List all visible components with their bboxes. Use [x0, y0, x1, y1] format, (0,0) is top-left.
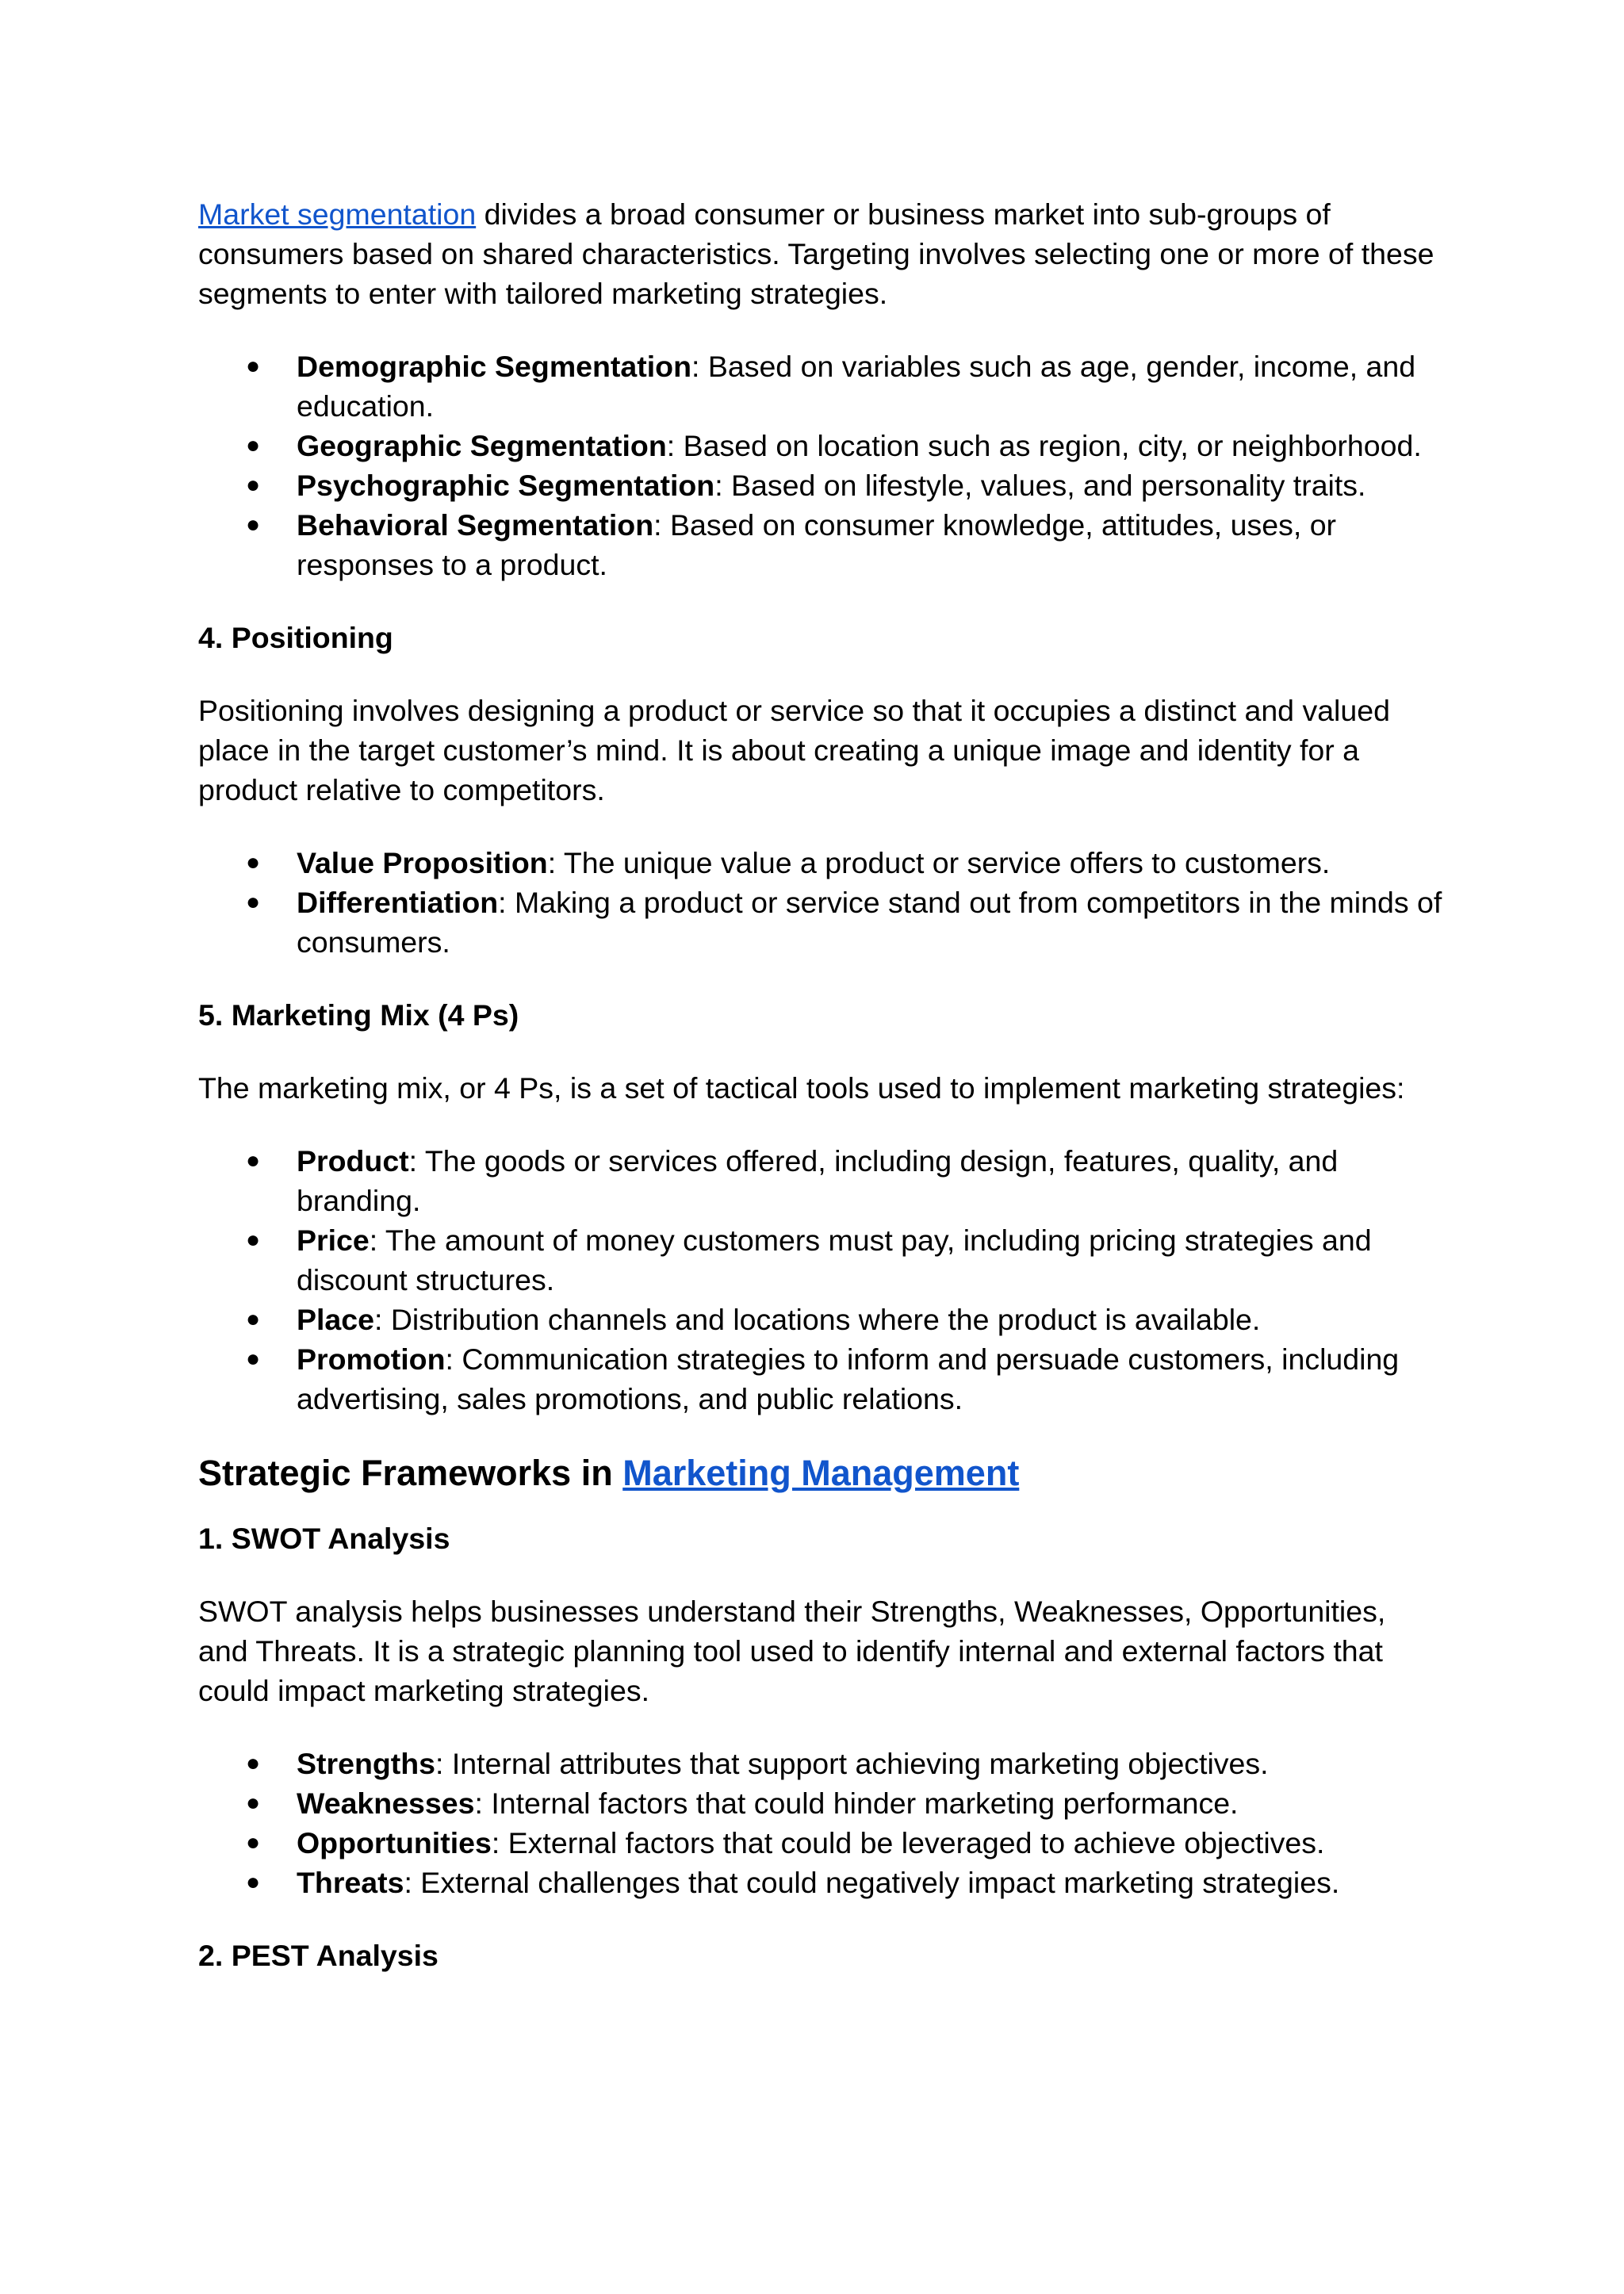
bullet-desc: : The amount of money customers must pay, including pricing strategies and discount structures.: [297, 1224, 1372, 1296]
bullet-desc: : Distribution channels and locations where the product is available.: [374, 1303, 1261, 1336]
bullet-term: Strengths: [297, 1747, 436, 1780]
bullet-icon: ●: [246, 1306, 261, 1332]
bullet-icon: ●: [246, 511, 261, 538]
list-item: [198, 1863, 1443, 1902]
bullet-icon: ●: [246, 1147, 261, 1174]
list-item: [198, 1783, 1443, 1823]
bullet-desc: : Based on location such as region, city, or neighborhood.: [666, 429, 1422, 462]
bullet-desc: : The unique value a product or service offers to customers.: [547, 846, 1331, 879]
frameworks-heading: [198, 1452, 1443, 1495]
bullet-term: Product: [297, 1144, 409, 1178]
list-item: [198, 843, 1443, 883]
swot-heading: 1. SWOT Analysis: [198, 1522, 450, 1555]
frameworks-heading-text: Strategic Frameworks in: [198, 1453, 623, 1493]
bullet-desc: : Making a product or service stand out from competitors in the minds of consumers.: [297, 886, 1442, 959]
swot-list: [198, 1744, 1443, 1902]
bullet-desc: : Based on variables such as age, gender, income, and education.: [297, 350, 1416, 423]
bullet-desc: : Based on consumer knowledge, attitudes, uses, or responses to a product.: [297, 508, 1337, 581]
bullet-icon: ●: [246, 1869, 261, 1895]
bullet-term: Opportunities: [297, 1826, 492, 1859]
bullet-term: Differentiation: [297, 886, 499, 919]
bullet-term: Promotion: [297, 1342, 446, 1376]
bullet-desc: : The goods or services offered, including design, features, quality, and branding.: [297, 1144, 1339, 1217]
bullet-desc: : External factors that could be leveraged to achieve objectives.: [491, 1826, 1325, 1859]
list-item: [198, 1744, 1443, 1783]
segmentation-list: [198, 347, 1443, 584]
list-item: [198, 347, 1443, 426]
bullet-icon: ●: [246, 1346, 261, 1372]
list-item: [198, 1300, 1443, 1339]
bullet-term: Behavioral Segmentation: [297, 508, 654, 542]
bullet-desc: : Communication strategies to inform and persuade customers, including advertising, sales promotions, and public relations.: [297, 1342, 1400, 1415]
bullet-icon: ●: [246, 1790, 261, 1816]
list-item: [198, 1339, 1443, 1419]
list-item: [198, 505, 1443, 584]
swot-paragraph: SWOT analysis helps businesses understand their Strengths, Weaknesses, Opportunities, and Threats. It is a strategic planning tool used to identify internal and external factors that could impact marketing strategies.: [198, 1595, 1386, 1707]
list-item: [198, 426, 1443, 465]
bullet-icon: ●: [246, 1750, 261, 1776]
intro-text: divides a broad consumer or business market into sub-groups of consumers based on shared characteristics. Targeting involves selecting one or more of these segments to enter with tailored marketing strategies.: [198, 197, 1434, 310]
list-item: [198, 465, 1443, 505]
positioning-heading: 4. Positioning: [198, 621, 393, 654]
bullet-term: Geographic Segmentation: [297, 429, 667, 462]
list-item: [198, 883, 1443, 962]
marketing-mix-heading: 5. Marketing Mix (4 Ps): [198, 998, 519, 1032]
bullet-term: Threats: [297, 1866, 404, 1899]
marketing-mix-paragraph: The marketing mix, or 4 Ps, is a set of tactical tools used to implement marketing strategies:: [198, 1071, 1405, 1105]
marketing-management-link[interactable]: Marketing Management: [622, 1453, 1020, 1493]
list-item: [198, 1141, 1443, 1220]
bullet-desc: : Based on lifestyle, values, and personality traits.: [714, 469, 1366, 502]
list-item: [198, 1220, 1443, 1300]
bullet-icon: ●: [246, 1227, 261, 1253]
bullet-desc: : External challenges that could negatively impact marketing strategies.: [404, 1866, 1340, 1899]
bullet-term: Place: [297, 1303, 374, 1336]
intro-paragraph: [198, 194, 1443, 313]
bullet-icon: ●: [246, 849, 261, 875]
bullet-term: Value Proposition: [297, 846, 548, 879]
document-content: [198, 194, 1443, 2009]
bullet-term: Psychographic Segmentation: [297, 469, 715, 502]
bullet-icon: ●: [246, 353, 261, 379]
pest-heading: 2. PEST Analysis: [198, 1939, 439, 1972]
market-segmentation-link[interactable]: Market segmentation: [198, 197, 477, 231]
bullet-term: Price: [297, 1224, 370, 1257]
bullet-desc: : Internal factors that could hinder marketing performance.: [474, 1787, 1239, 1820]
bullet-desc: : Internal attributes that support achieving marketing objectives.: [435, 1747, 1269, 1780]
positioning-list: [198, 843, 1443, 962]
bullet-icon: ●: [246, 1829, 261, 1855]
marketing-mix-list: [198, 1141, 1443, 1419]
bullet-icon: ●: [246, 889, 261, 915]
bullet-term: Demographic Segmentation: [297, 350, 691, 383]
bullet-term: Weaknesses: [297, 1787, 475, 1820]
bullet-icon: ●: [246, 472, 261, 498]
bullet-icon: ●: [246, 432, 261, 458]
positioning-paragraph: Positioning involves designing a product or service so that it occupies a distinct and valued place in the target customer’s mind. It is about creating a unique image and identity for a product relative to competitors.: [198, 694, 1390, 806]
list-item: [198, 1823, 1443, 1863]
